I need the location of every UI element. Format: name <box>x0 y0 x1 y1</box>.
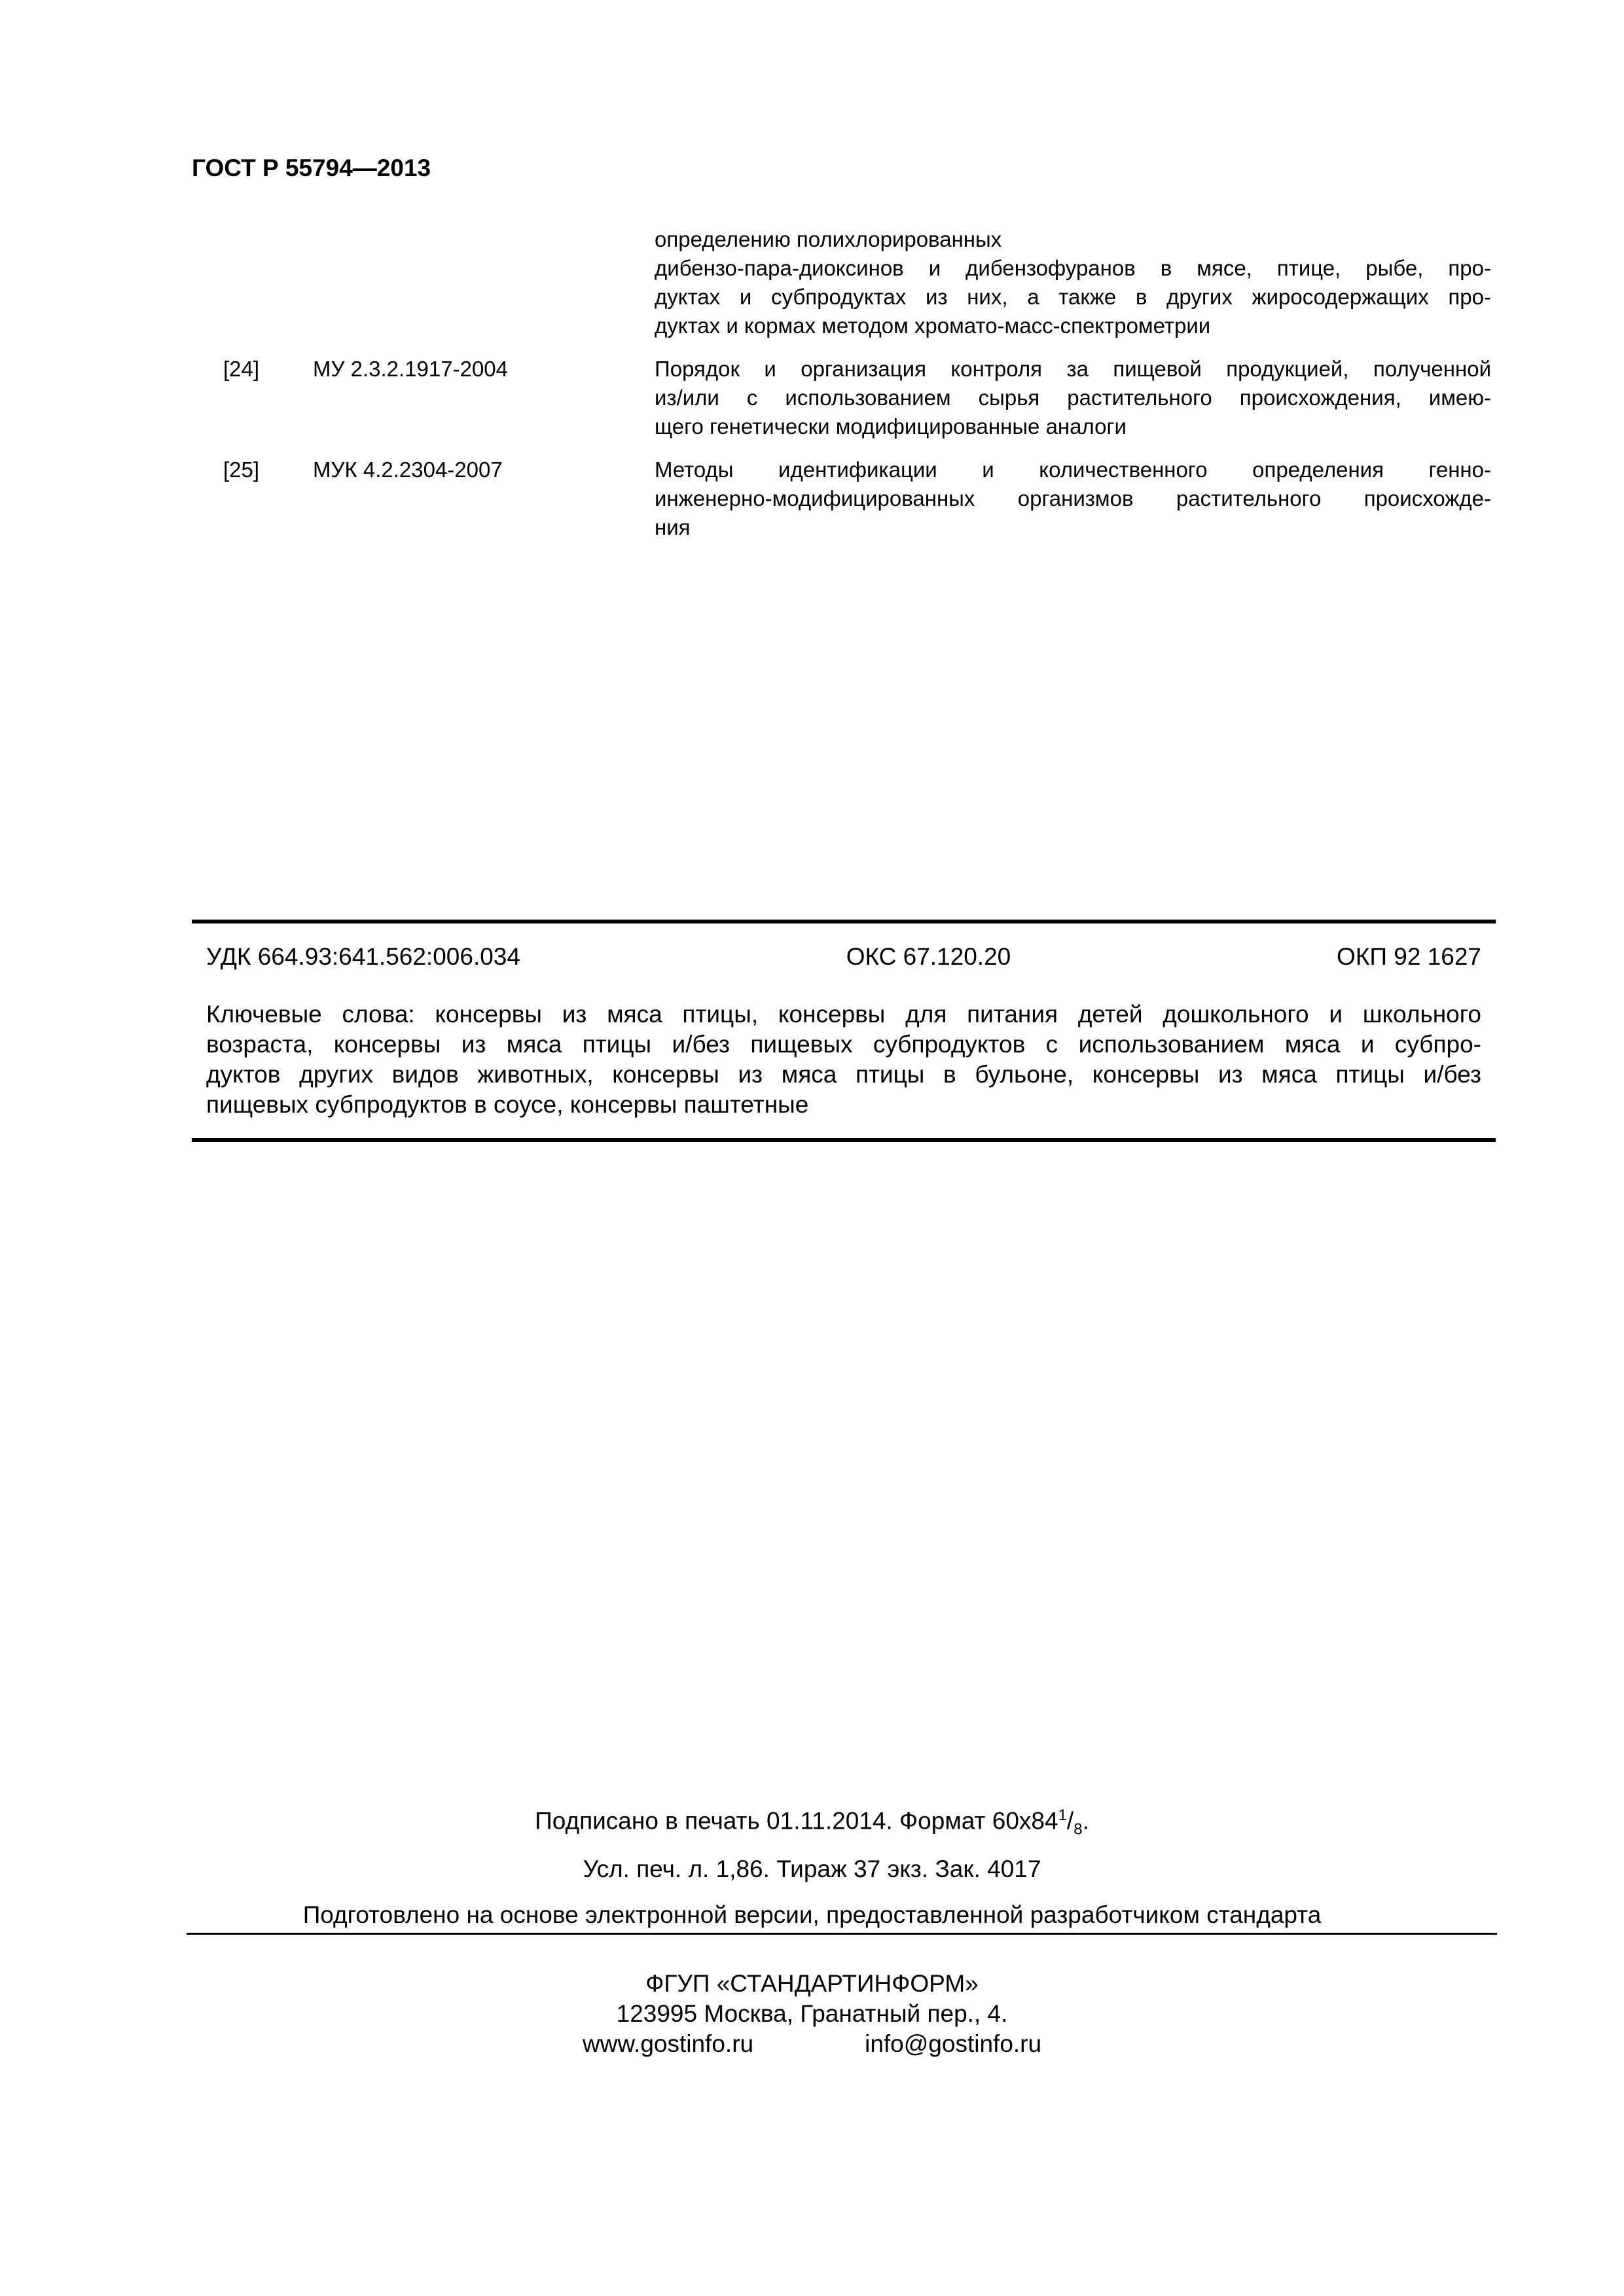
okp-code: ОКП 92 1627 <box>1337 943 1481 970</box>
reference-line: Порядок и организация контроля за пищевой продукцией, полученной <box>655 357 1491 381</box>
reference-line: дуктах и субпродуктах из них, а также в других жиросодержащих про- <box>655 285 1491 309</box>
keywords-line: дуктов других видов животных, консервы из мяса птицы в бульоне, консервы из мяса птицы и/без <box>206 1061 1481 1088</box>
reference-number: [25] <box>223 457 260 482</box>
classification-block <box>192 920 1496 1142</box>
reference-line: инженерно-модифицированных организмов растительного происхожде- <box>655 486 1491 511</box>
prepared-note: Подготовлено на основе электронной версии, предоставленной разработчиком стандарта <box>302 1901 1322 1928</box>
bibliography-item <box>192 355 1491 441</box>
reference-line: Методы идентификации и количественного определения генно- <box>655 457 1491 482</box>
publisher-contacts <box>0 2029 1624 2059</box>
bibliography-continuation <box>192 225 1491 556</box>
reference-line: дуктах и кормах методом хромато-масс-спектрометрии <box>655 314 1211 338</box>
signed-text: Подписано в печать 01.11.2014. Формат 60x84 <box>535 1807 1058 1835</box>
oks-code: ОКС 67.120.20 <box>846 943 1011 970</box>
publisher-name: ФГУП «СТАНДАРТИНФОРМ» <box>645 1970 979 1997</box>
reference-line: определению полихлорированных <box>655 227 1002 251</box>
reference-line: из/или с использованием сырья растительного происхождения, имею- <box>655 386 1491 410</box>
publisher-email: info@gostinfo.ru <box>865 2030 1042 2057</box>
keywords-line: пищевых субпродуктов в соусе, консервы паштетные <box>206 1091 809 1118</box>
format-denominator: 8 <box>1074 1820 1083 1839</box>
signed-for-print-line: Подписано в печать 01.11.2014. Формат $60x84^1/_8$. <box>535 1806 1089 1839</box>
bibliography-item-continued <box>192 225 1491 340</box>
reference-description <box>655 456 1491 542</box>
bottom-rule <box>192 1138 1496 1142</box>
keywords-paragraph <box>192 972 1496 1138</box>
reference-code: МУК 4.2.2304-2007 <box>313 457 503 482</box>
reference-number: [24] <box>223 357 260 381</box>
classification-codes <box>192 924 1496 972</box>
publisher-block <box>0 1969 1624 2059</box>
reference-line: щего генетически модифицированные аналоги <box>655 414 1127 439</box>
reference-description <box>655 225 1491 340</box>
reference-description <box>655 355 1491 441</box>
reference-line: ния <box>655 515 691 539</box>
format-numerator: 1 <box>1058 1806 1067 1824</box>
publisher-website: www.gostinfo.ru <box>582 2030 754 2057</box>
keywords-line: Ключевые слова: консервы из мяса птицы, консервы для питания детей дошкольного и школьного <box>206 1001 1481 1028</box>
reference-line: дибензо-пара-диоксинов и дибензофуранов в мясе, птице, рыбе, про- <box>655 256 1491 280</box>
reference-code: МУ 2.3.2.1917-2004 <box>313 357 508 381</box>
publisher-address: 123995 Москва, Гранатный пер., 4. <box>616 2000 1008 2027</box>
keywords-line: возраста, консервы из мяса птицы и/без пищевых субпродуктов с использованием мяса и субпро- <box>206 1031 1481 1058</box>
format-suffix: . <box>1082 1807 1089 1835</box>
print-info-line: Усл. печ. л. 1,86. Тираж 37 экз. Зак. 4017 <box>583 1856 1041 1882</box>
document-number-header: ГОСТ Р 55794—2013 <box>192 154 431 181</box>
udk-code: УДК 664.93:641.562:006.034 <box>206 943 520 970</box>
publisher-rule <box>187 1933 1497 1935</box>
bibliography-item <box>192 456 1491 542</box>
